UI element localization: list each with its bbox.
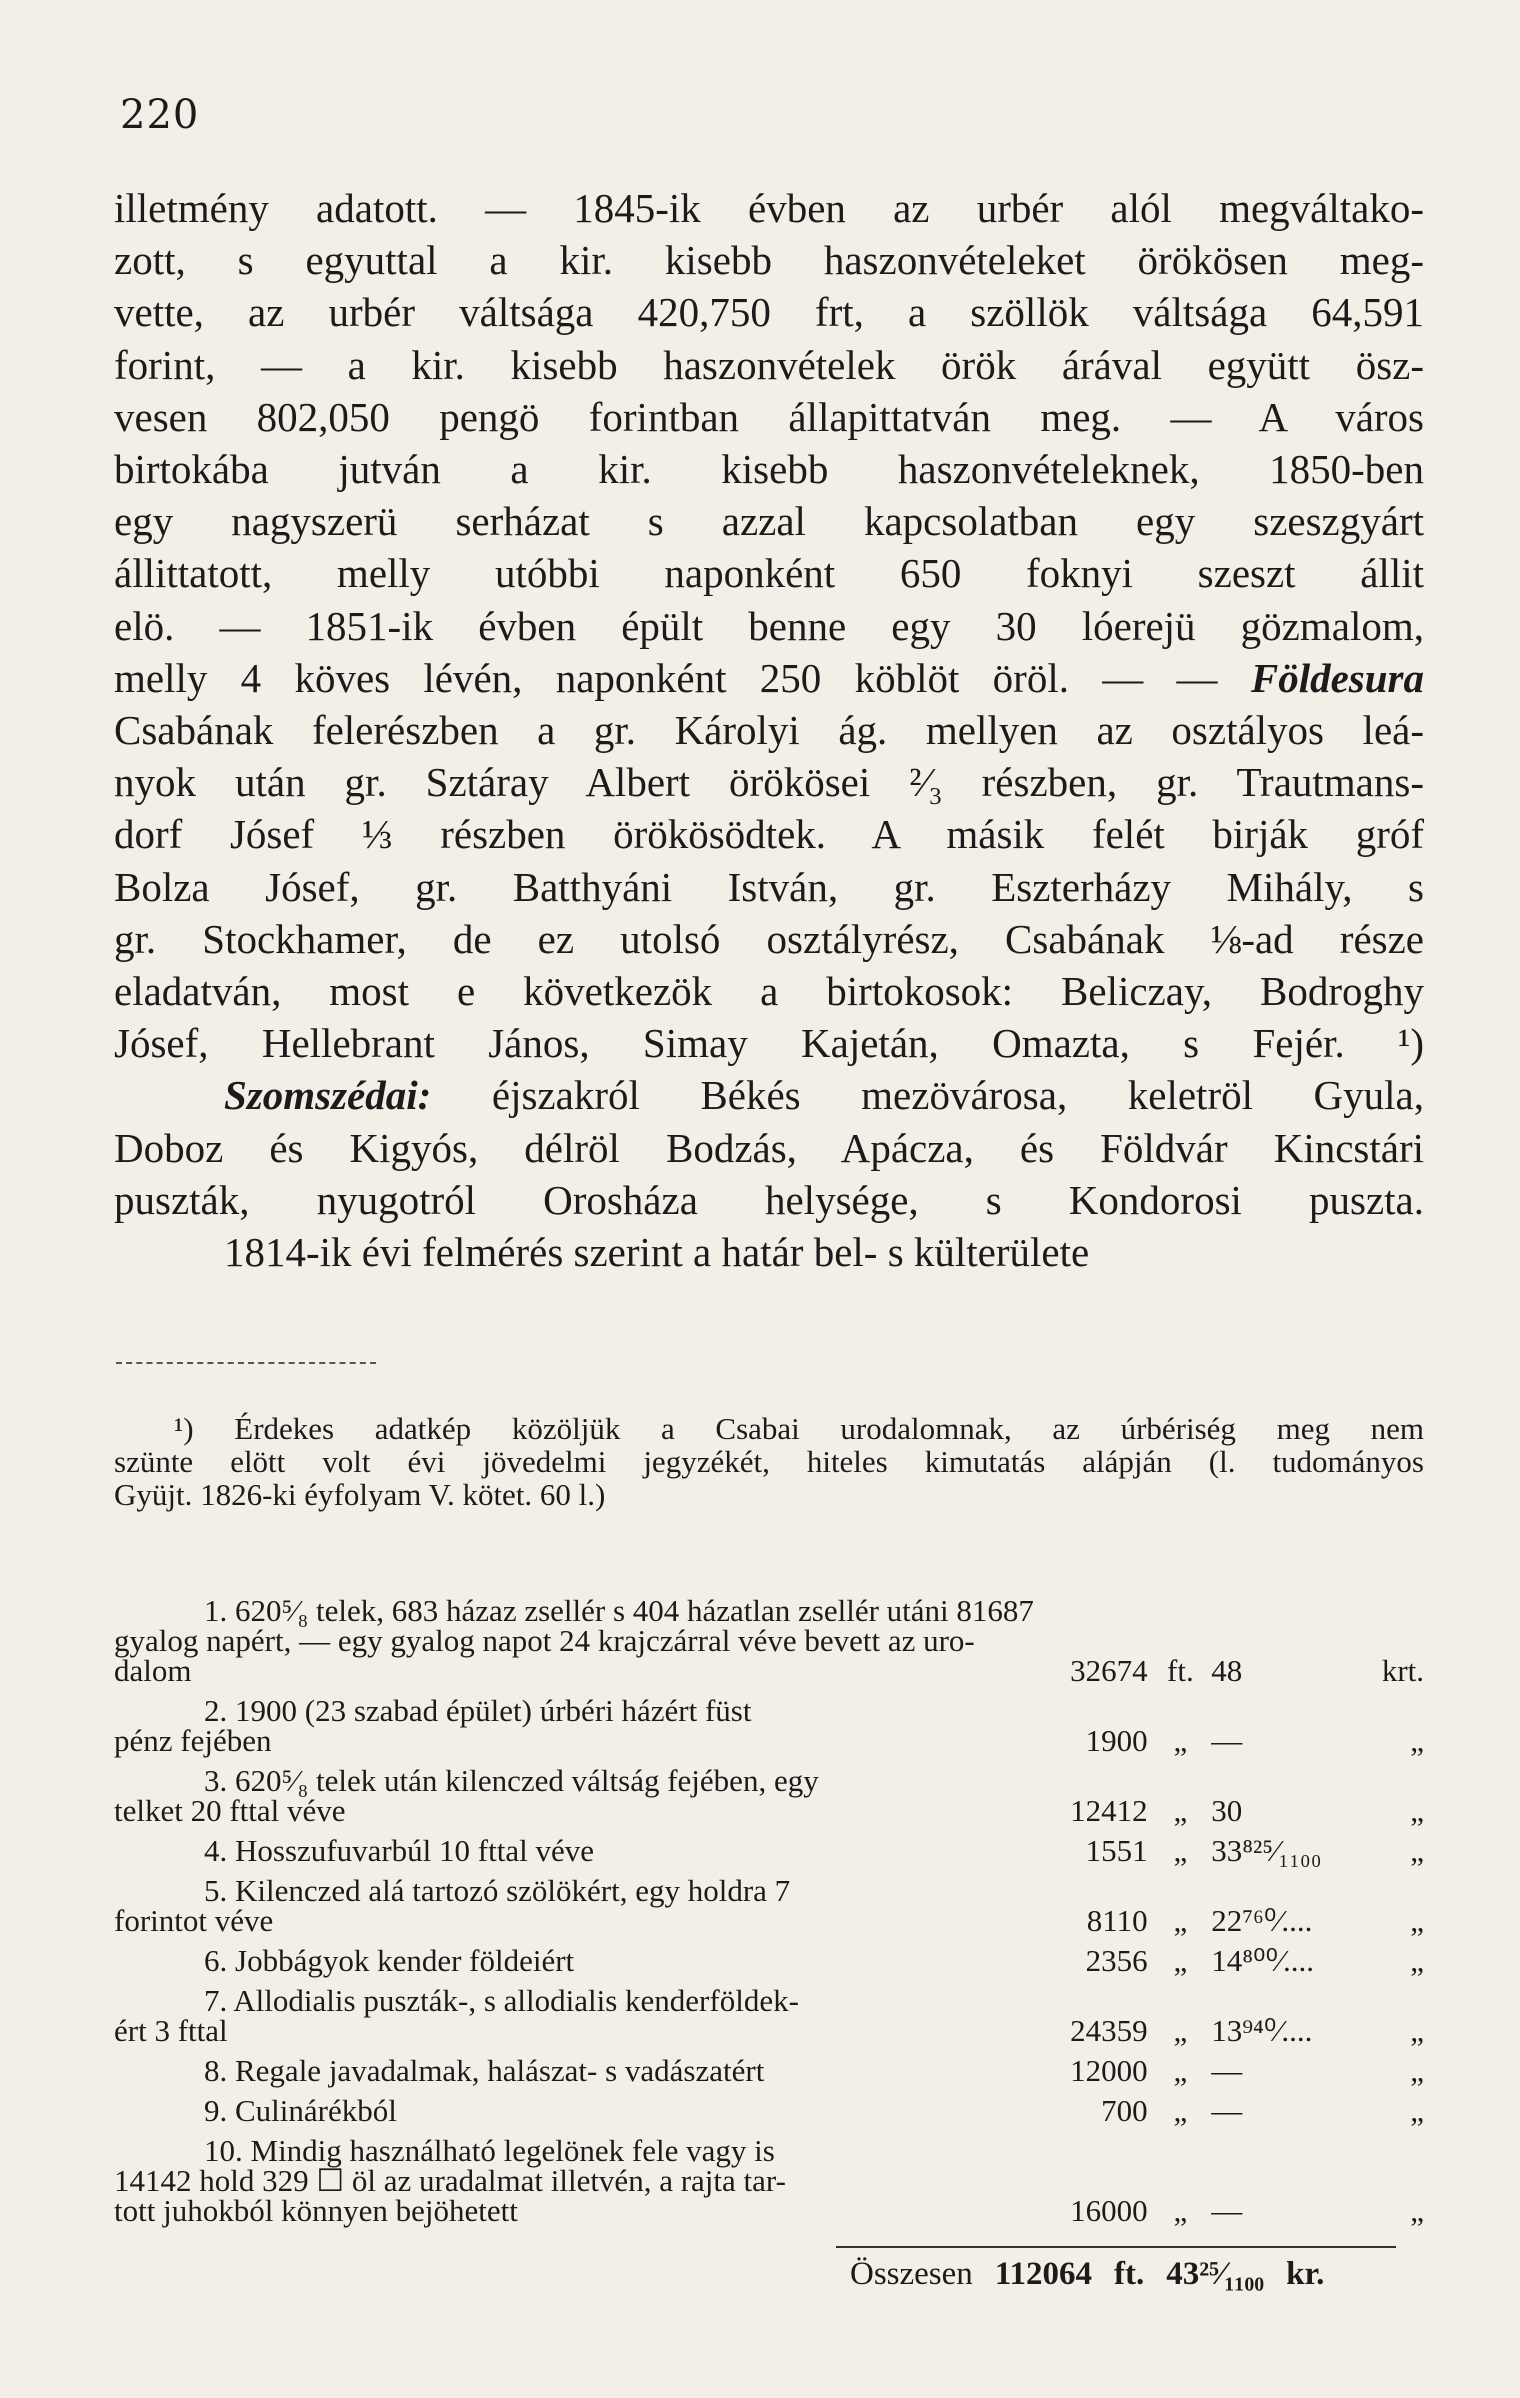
ledger-unit: „ xyxy=(1173,2053,1188,2088)
ledger-row xyxy=(114,2050,1424,2090)
body-line xyxy=(114,1069,1424,1121)
ledger-fraction: 14⁸⁰⁰⁄.... xyxy=(1211,1943,1315,1978)
ledger-kr: „ xyxy=(1410,2053,1424,2088)
body-line: állittatott, melly utóbbi naponként 650 foknyi szeszt állit xyxy=(114,550,1424,597)
body-line: forint, — a kir. kisebb haszonvételek örök árával együtt ösz- xyxy=(114,341,1424,388)
body-line: Bolza Jósef, gr. Batthyáni István, gr. Eszterházy Mihály, s xyxy=(114,863,1424,910)
total-unit: ft. xyxy=(1114,2256,1145,2292)
szomszedai-heading: Szomszédai: xyxy=(224,1072,432,1119)
ledger-amount: 8110 xyxy=(1086,1903,1148,1938)
ledger-fraction: — xyxy=(1211,2193,1243,2228)
ledger-description xyxy=(114,1870,1034,1940)
ledger-description-line: 6. Jobbágyok kender földeiért xyxy=(204,1943,575,1978)
total-fraction: 43²⁵⁄₁₁₀₀ xyxy=(1166,2256,1265,2292)
ledger-unit: „ xyxy=(1173,1723,1188,1758)
ledger-description xyxy=(114,1590,1034,1690)
ledger-description xyxy=(114,1980,1034,2050)
body-text xyxy=(114,182,1424,1278)
ledger-description-line: 8. Regale javadalmak, halászat- s vadászatért xyxy=(204,2053,765,2088)
ledger-description xyxy=(114,2050,1034,2090)
ledger-unit: „ xyxy=(1173,1793,1188,1828)
ledger-kr: „ xyxy=(1410,2193,1424,2228)
revenue-ledger xyxy=(114,1590,1424,2230)
ledger-amount: 1551 xyxy=(1085,1833,1148,1868)
ledger-row xyxy=(114,2130,1424,2230)
body-line: puszták, nyugotról Orosháza helysége, s Kondorosi puszta. xyxy=(114,1176,1424,1223)
body-line: vette, az urbér váltsága 420,750 frt, a szöllök váltsága 64,591 xyxy=(114,289,1424,336)
ledger-fraction: — xyxy=(1211,2093,1243,2128)
ledger-kr: „ xyxy=(1410,2013,1424,2048)
ledger-row xyxy=(114,1760,1424,1830)
ledger-description-line: 3. 620⁵⁄₈ telek után kilenczed váltság fejében, egy xyxy=(204,1763,819,1798)
ledger-kr: „ xyxy=(1410,1833,1424,1868)
page-number: 220 xyxy=(120,92,200,138)
ledger-description xyxy=(114,1760,1034,1830)
body-line: egy nagyszerü serházat s azzal kapcsolatban egy szeszgyárt xyxy=(114,498,1424,545)
ledger-description xyxy=(114,2090,1034,2130)
ledger-row xyxy=(114,2090,1424,2130)
ledger-fraction: — xyxy=(1211,2053,1243,2088)
footnote-separator xyxy=(116,1362,376,1364)
ledger-fraction: — xyxy=(1211,1723,1243,1758)
body-line: zott, s egyuttal a kir. kisebb haszonvételeket örökösen meg- xyxy=(114,237,1424,284)
ledger-fraction: 33⁸²⁵⁄₁₁₀₀ xyxy=(1211,1833,1322,1868)
ledger-description-line: tott juhokból könnyen bejöhetett xyxy=(114,2193,518,2228)
ledger-description xyxy=(114,2130,1034,2230)
ledger-description-line: 2. 1900 (23 szabad épület) úrbéri házért füst xyxy=(204,1693,752,1728)
body-line: elö. — 1851-ik évben épült benne egy 30 lóerejü gözmalom, xyxy=(114,602,1424,649)
ledger-fraction: 30 xyxy=(1211,1793,1243,1828)
ledger-description-line: 1. 620⁵⁄₈ telek, 683 házaz zsellér s 404 házatlan zsellér utáni 81687 xyxy=(204,1593,1034,1628)
ledger-description-line: 4. Hosszufuvarbúl 10 fttal véve xyxy=(204,1833,594,1868)
ledger-row xyxy=(114,1940,1424,1980)
ledger-description-line: 7. Allodialis puszták-, s allodialis kenderföldek- xyxy=(204,1983,799,2018)
body-line-text: melly 4 köves lévén, naponként 250 köblöt öröl. — — xyxy=(114,654,1218,701)
body-line: Doboz és Kigyós, délröl Bodzás, Apácza, és Földvár Kincstári xyxy=(114,1124,1424,1171)
ledger-description-line: 5. Kilenczed alá tartozó szölökért, egy holdra 7 xyxy=(204,1873,791,1908)
ledger-fraction: 22⁷⁶⁰⁄.... xyxy=(1211,1903,1313,1938)
ledger-description-line: 9. Culinárékból xyxy=(204,2093,397,2128)
total-label: Összesen xyxy=(850,2256,973,2292)
ledger-kr: „ xyxy=(1410,1723,1424,1758)
ledger-amount: 16000 xyxy=(1070,2193,1148,2228)
ledger-description-line: forintot véve xyxy=(114,1903,274,1938)
ledger-amount: 700 xyxy=(1101,2093,1148,2128)
total-rule xyxy=(836,2246,1396,2248)
body-line: eladatván, most e következök a birtokosok: Beliczay, Bodroghy xyxy=(114,968,1424,1015)
ledger-row xyxy=(114,1870,1424,1940)
ledger-unit: „ xyxy=(1173,2193,1188,2228)
ledger-kr: „ xyxy=(1410,2093,1424,2128)
ledger-kr: „ xyxy=(1410,1943,1424,1978)
ledger-fraction: 48 xyxy=(1211,1653,1243,1688)
ledger-kr: „ xyxy=(1410,1793,1424,1828)
body-line: birtokába jutván a kir. kisebb haszonvételeknek, 1850-ben xyxy=(114,446,1424,493)
ledger-unit: „ xyxy=(1173,2093,1188,2128)
ledger-unit: „ xyxy=(1173,1833,1188,1868)
ledger-amount: 12000 xyxy=(1070,2053,1148,2088)
ledger-unit: „ xyxy=(1173,1903,1188,1938)
body-line: gr. Stockhamer, de ez utolsó osztályrész, Csabának ⅛-ad része xyxy=(114,915,1424,962)
footnote xyxy=(114,1412,1424,1511)
ledger-row xyxy=(114,1690,1424,1760)
body-line: dorf Jósef ⅓ részben örökösödtek. A másik felét birják gróf xyxy=(114,811,1424,858)
total-row xyxy=(850,2256,1410,2293)
footnote-line: ¹) Érdekes adatkép közöljük a Csabai urodalomnak, az úrbériség meg nem xyxy=(174,1411,1424,1446)
ledger-row xyxy=(114,1830,1424,1870)
foldesura-heading: Földesura xyxy=(1250,654,1424,701)
ledger-amount: 12412 xyxy=(1070,1793,1148,1828)
body-line-text: éjszakról Békés mezövárosa, keletröl Gyula, xyxy=(491,1072,1424,1119)
ledger-fraction: 13⁹⁴⁰⁄.... xyxy=(1211,2013,1313,2048)
ledger-description xyxy=(114,1940,1034,1980)
body-line: 1814-ik évi felmérés szerint a határ bel- s külterülete xyxy=(224,1229,1090,1276)
body-line xyxy=(114,652,1424,704)
total-amount: 112064 xyxy=(994,2256,1092,2292)
body-line: illetmény adatott. — 1845-ik évben az urbér alól megváltako- xyxy=(114,185,1424,231)
body-line: Jósef, Hellebrant János, Simay Kajetán, Omazta, s Fejér. ¹) xyxy=(114,1020,1424,1067)
ledger-description-line: 14142 hold 329 ☐ öl az uradalmat illetvén, a rajta tar- xyxy=(114,2163,786,2198)
ledger-row xyxy=(114,1980,1424,2050)
ledger-description-line: 10. Mindig használható legelönek fele vagy is xyxy=(204,2133,775,2168)
total-kr: kr. xyxy=(1286,2256,1325,2292)
ledger-amount: 24359 xyxy=(1070,2013,1148,2048)
ledger-description xyxy=(114,1830,1034,1870)
ledger-description-line: gyalog napért, — egy gyalog napot 24 krajczárral véve bevett az uro- xyxy=(114,1623,975,1658)
body-line: vesen 802,050 pengö forintban állapittatván meg. — A város xyxy=(114,393,1424,440)
body-line: Csabának felerészben a gr. Károlyi ág. mellyen az osztályos leá- xyxy=(114,707,1424,754)
ledger-amount: 1900 xyxy=(1085,1723,1148,1758)
ledger-unit: ft. xyxy=(1167,1653,1194,1688)
ledger-description-line: pénz fejében xyxy=(114,1723,272,1758)
ledger-unit: „ xyxy=(1173,1943,1188,1978)
body-line: nyok után gr. Sztáray Albert örökösei ²⁄₃ részben, gr. Trautmans- xyxy=(114,759,1424,806)
footnote-line: Gyüjt. 1826-ki éyfolyam V. kötet. 60 l.) xyxy=(114,1477,606,1512)
ledger-amount: 32674 xyxy=(1070,1653,1148,1688)
ledger-row xyxy=(114,1590,1424,1690)
ledger-kr: krt. xyxy=(1381,1653,1424,1688)
footnote-line: szünte elött volt évi jövedelmi jegyzékét, hiteles kimutatás alápján (l. tudományos xyxy=(114,1444,1424,1479)
ledger-unit: „ xyxy=(1173,2013,1188,2048)
ledger-amount: 2356 xyxy=(1085,1943,1148,1978)
ledger-description xyxy=(114,1690,1034,1760)
ledger-description-line: telket 20 fttal véve xyxy=(114,1793,346,1828)
ledger-kr: „ xyxy=(1410,1903,1424,1938)
ledger-description-line: dalom xyxy=(114,1653,192,1688)
ledger-description-line: ért 3 fttal xyxy=(114,2013,228,2048)
